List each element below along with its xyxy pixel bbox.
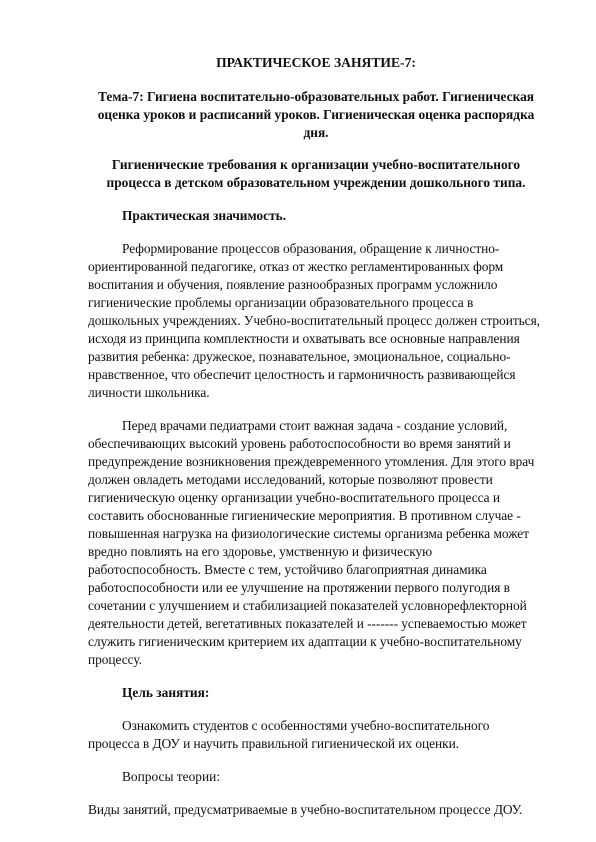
theory-paragraph: Виды занятий, предусматриваемые в учебно-воспитательном процессе ДОУ. — [88, 802, 523, 817]
subtopic-heading: Гигиенические требования к организации учебно-воспитательного процесса в детском образовательном учреждении дошкольного типа. — [106, 157, 526, 190]
goal-paragraph: Ознакомить студентов с особенностями учебно-воспитательного процесса в ДОУ и научить правильной гигиенической их оценки. — [88, 718, 490, 751]
topic-heading: Тема-7: Гигиена воспитательно-образовательных работ. Гигиеническая оценка уроков и расписаний уроков. Гигиеническая оценка распорядка дня. — [97, 89, 535, 140]
theory-heading: Вопросы теории: — [122, 769, 221, 784]
significance-paragraph-1: Реформирование процессов образования, обращение к личностно-ориентированной педагогике, отказ от жестко регламентированных форм воспитания и обучения, появление разнообразных программ усложнило гигиенические проблемы организации образовательного процесса в дошкольных учреждениях. Учебно-воспитательный процесс должен строиться, исходя из принципа комплектности и охватывать все основные направления развития ребенка: дружеское, познавательное, эмоциональное, социально-нравственное, что обеспечит целостность и гармоничность развивающейся личности школьника. — [88, 241, 540, 400]
significance-heading: Практическая значимость. — [122, 208, 287, 223]
page-title: ПРАКТИЧЕСКОЕ ЗАНЯТИЕ-7: — [216, 55, 416, 70]
goal-heading: Цель занятия: — [122, 685, 210, 700]
document-page — [88, 54, 544, 819]
significance-paragraph-2: Перед врачами педиатрами стоит важная задача - создание условий, обеспечивающих высокий уровень работоспособности во время занятий и предупреждение возникновения преждевременного утомления. Для этого врач должен овладеть методами исследований, которые позволяют провести гигиеническую оценку организации учебно-воспитательного процесса и составить обоснованные гигиенические мероприятия. В противном случае - повышенная нагрузка на физиологические системы организма ребенка может вредно повлиять на его здоровье, умственную и физическую работоспособность. Вместе с тем, устойчиво благоприятная динамика работоспособности или ее улучшение на протяжении первого полугодия в сочетании с улучшением и стабилизацией показателей условнорефлекторной деятельности детей, вегетативных показателей и ------- успеваемостью может служить гигиеническим критерием их адаптации к учебно-воспитательному процессу. — [88, 418, 535, 667]
